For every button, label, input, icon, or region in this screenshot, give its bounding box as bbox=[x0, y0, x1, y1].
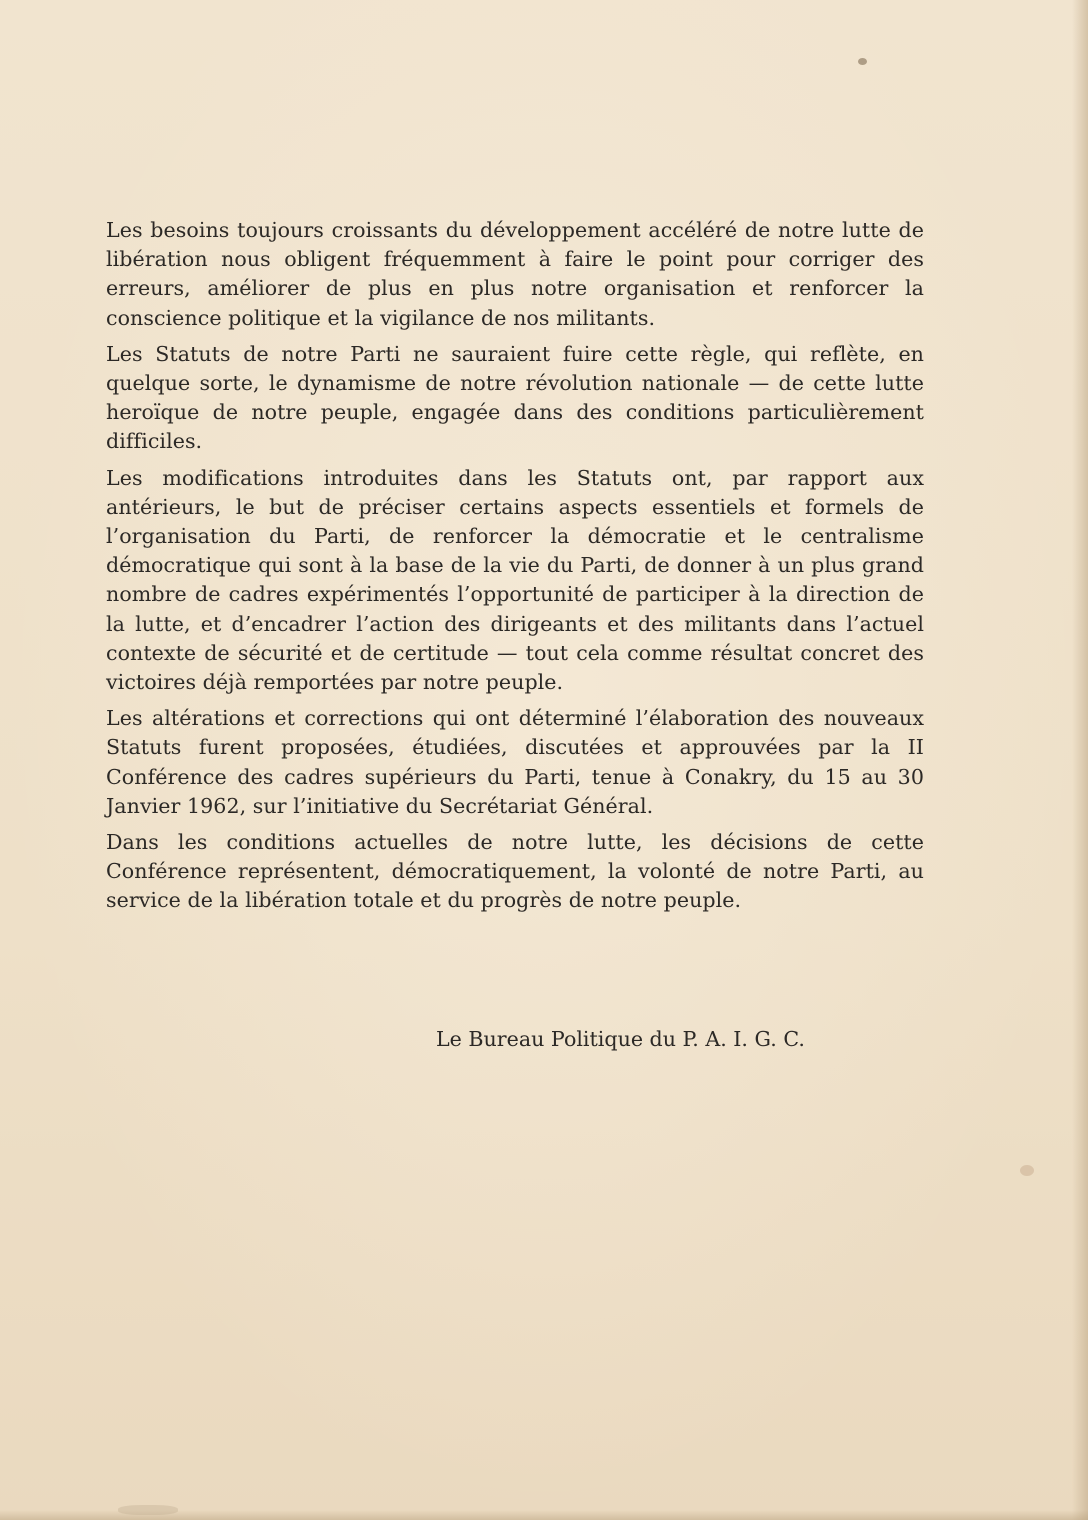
preface-text bbox=[106, 216, 924, 923]
paragraph-3: Les modifications introduites dans les Statuts ont, par rapport aux antérieurs, le but de préciser certains aspects essentiels et formels de l’organisation du Parti, de renforcer la démocratie et le centralisme démocratique qui sont à la base de la vie du Parti, de donner à un plus grand nombre de cadres expérimentés l’opportunité de participer à la direction de la lutte, et d’encadrer l’action des dirigeants et des militants dans l’actuel contexte de sécurité et de certitude — tout cela comme résultat concret des victoires déjà remportées par notre peuple. bbox=[106, 465, 924, 695]
paragraph-1: Les besoins toujours croissants du développement accéléré de notre lutte de libération nous obligent fréquemment à faire le point pour corriger des erreurs, améliorer de plus en plus notre organisation et renforcer la conscience politique et la vigilance de nos militants. bbox=[106, 218, 924, 330]
paper-stain bbox=[118, 1505, 178, 1515]
paper-edge-right bbox=[1072, 0, 1088, 1520]
paper-stain bbox=[858, 58, 867, 65]
paper-stain bbox=[1020, 1165, 1034, 1176]
signature-line: Le Bureau Politique du P. A. I. G. C. bbox=[436, 1027, 805, 1051]
paragraph-4: Les altérations et corrections qui ont déterminé l’élaboration des nouveaux Statuts furent proposées, étudiées, discutées et approuvées par la II Conférence des cadres supérieurs du Parti, tenue à Conakry, du 15 au 30 Janvier 1962, sur l’initiative du Secrétariat Général. bbox=[106, 706, 924, 818]
paragraph-2: Les Statuts de notre Parti ne sauraient fuire cette règle, qui reflète, en quelque sorte, le dynamisme de notre révolution nationale — de cette lutte heroïque de notre peuple, engagée dans des conditions particulièrement difficiles. bbox=[106, 341, 924, 454]
paragraph-5: Dans les conditions actuelles de notre lutte, les décisions de cette Conférence représentent, démocratiquement, la volonté de notre Parti, au service de la libération totale et du progrès de notre peuple. bbox=[106, 830, 924, 913]
